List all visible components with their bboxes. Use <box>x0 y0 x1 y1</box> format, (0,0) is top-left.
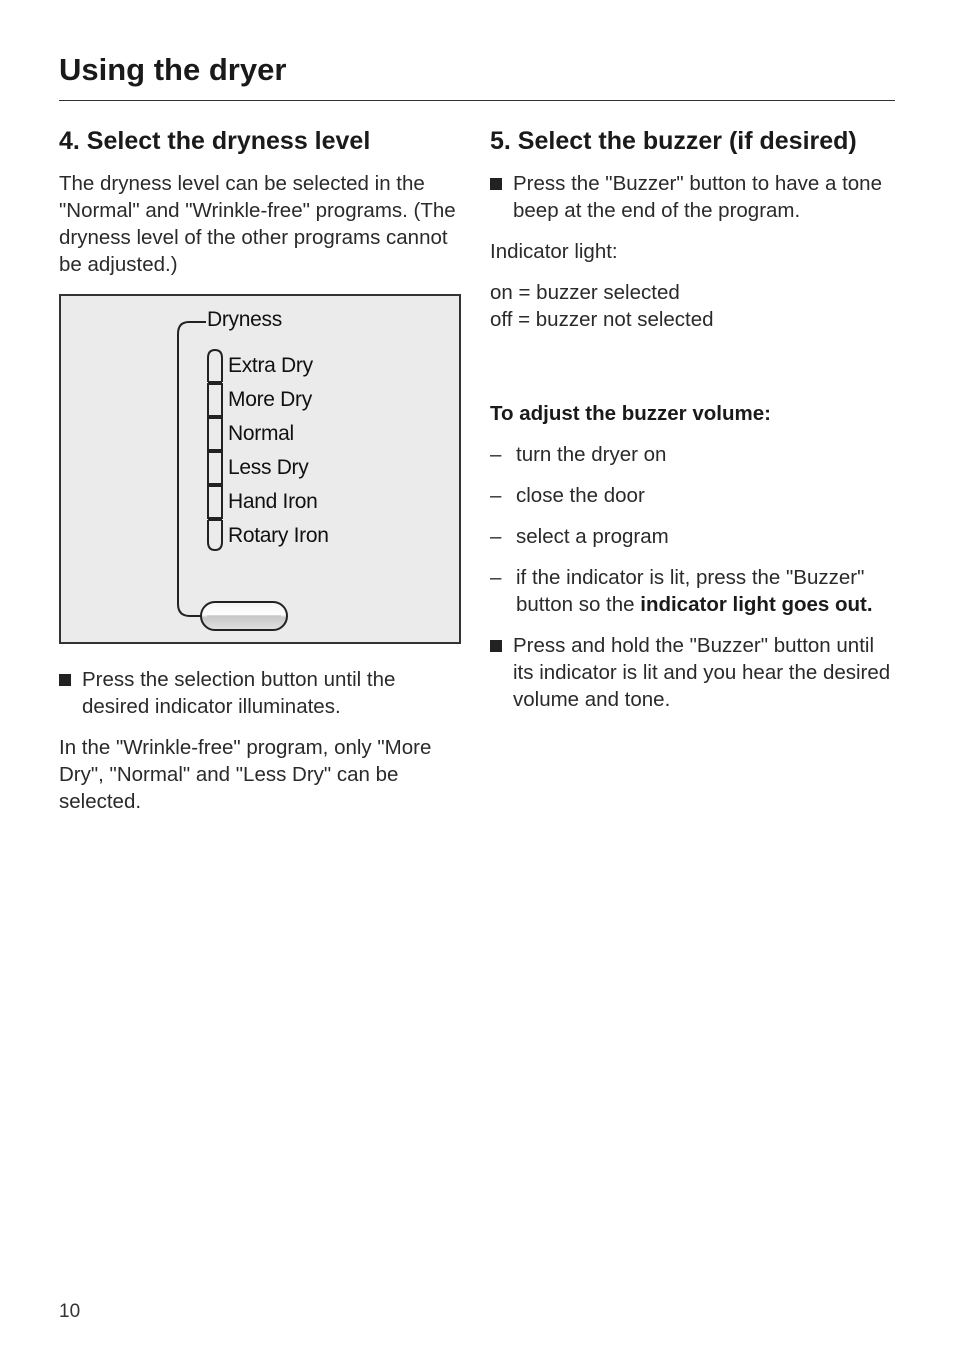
dash-mark: – <box>490 525 502 548</box>
option-extra-dry: Extra Dry <box>228 354 313 377</box>
page-number: 10 <box>59 1301 81 1322</box>
volume-step <box>490 564 900 618</box>
volume-instruction-text: Press and hold the "Buzzer" button until its indicator is lit and you hear the desired volume and tone. <box>513 634 891 711</box>
buzzer-heading: 5. Select the buzzer (if desired) <box>490 127 857 155</box>
option-rotary-iron: Rotary Iron <box>228 524 329 547</box>
bullet-square-icon <box>490 640 502 652</box>
bullet-square-icon <box>59 674 71 686</box>
dryness-instruction <box>59 666 467 720</box>
title-divider <box>59 100 895 101</box>
panel-title: Dryness <box>207 308 282 331</box>
indicator-off: off = buzzer not selected <box>490 308 714 331</box>
volume-step-text: select a program <box>516 525 669 548</box>
volume-heading: To adjust the buzzer volume: <box>490 402 771 425</box>
volume-instruction <box>490 632 900 713</box>
indicator-lights <box>208 350 222 550</box>
dryness-heading: 4. Select the dryness level <box>59 127 371 155</box>
buzzer-instruction-text: Press the "Buzzer" button to have a tone beep at the end of the program. <box>513 172 882 222</box>
buzzer-section <box>490 124 900 713</box>
wrinkle-free-note: In the "Wrinkle-free" program, only "More Dry", "Normal" and "Less Dry" can be selected. <box>59 736 432 813</box>
volume-step <box>490 523 900 550</box>
dryness-intro: The dryness level can be selected in the "Normal" and "Wrinkle-free" programs. (The dryness level of the other programs cannot be adjusted.) <box>59 172 456 276</box>
option-hand-iron: Hand Iron <box>228 490 318 513</box>
option-more-dry: More Dry <box>228 388 312 411</box>
volume-step-emphasis: indicator light goes out. <box>640 593 873 616</box>
volume-step <box>490 441 900 468</box>
dryness-section <box>59 124 467 815</box>
volume-step-text: if the indicator is lit, press the "Buzzer" button so the <box>516 566 865 616</box>
volume-step <box>490 482 900 509</box>
option-normal: Normal <box>228 422 294 445</box>
indicator-label: Indicator light: <box>490 240 618 263</box>
volume-step-text: close the door <box>516 484 645 507</box>
page-title: Using the dryer <box>59 52 287 87</box>
indicator-on: on = buzzer selected <box>490 281 680 304</box>
dryness-instruction-text: Press the selection button until the desired indicator illuminates. <box>82 668 396 718</box>
dash-mark: – <box>490 566 502 589</box>
dash-mark: – <box>490 484 502 507</box>
bullet-square-icon <box>490 178 502 190</box>
dash-mark: – <box>490 443 502 466</box>
option-less-dry: Less Dry <box>228 456 309 479</box>
buzzer-instruction <box>490 170 900 224</box>
volume-step-text: turn the dryer on <box>516 443 667 466</box>
dryness-panel-illustration <box>59 294 461 644</box>
